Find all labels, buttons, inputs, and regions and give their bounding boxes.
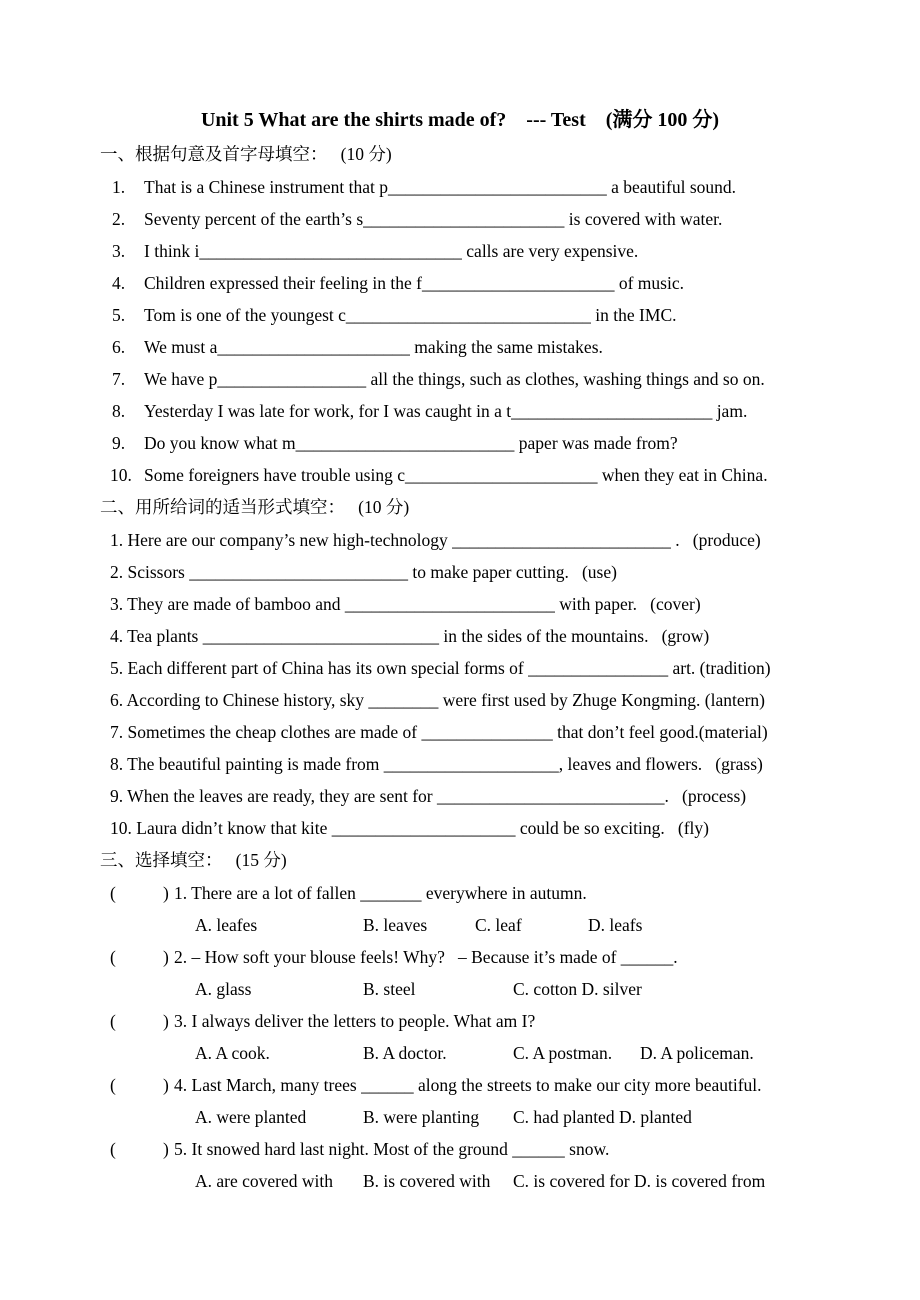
answer-option[interactable]: C. had planted D. planted (513, 1107, 692, 1127)
answer-paren-open[interactable]: ( (110, 1075, 116, 1095)
answer-paren-open[interactable]: ( (110, 1139, 116, 1159)
section2-heading: 二、用所给词的适当形式填空： (10 分) (100, 497, 410, 517)
fill-blank-item: Children expressed their feeling in the f______________________ of music. (144, 273, 684, 293)
answer-option[interactable]: C. leaf (475, 915, 522, 935)
word-form-item: 8. The beautiful painting is made from ____________________, leaves and flowers. (grass) (110, 754, 763, 774)
item-number: 6. (112, 337, 126, 357)
answer-paren-open[interactable]: ( (110, 947, 116, 967)
answer-option[interactable]: B. A doctor. (363, 1043, 447, 1063)
item-number: 10. (110, 465, 132, 485)
answer-option[interactable]: B. is covered with (363, 1171, 491, 1191)
answer-paren-open[interactable]: ( (110, 883, 116, 903)
answer-option[interactable]: A. leafes (195, 915, 258, 935)
answer-option[interactable]: D. A policeman. (640, 1043, 754, 1063)
answer-option[interactable]: A. glass (195, 979, 252, 999)
word-form-item: 6. According to Chinese history, sky ________ were first used by Zhuge Kongming. (lantern) (110, 690, 766, 710)
fill-blank-item: Do you know what m_________________________ paper was made from? (144, 433, 678, 453)
word-form-item: 9. When the leaves are ready, they are sent for __________________________. (process) (110, 786, 747, 806)
answer-option[interactable]: B. steel (363, 979, 416, 999)
item-number: 9. (112, 433, 126, 453)
word-form-item: 7. Sometimes the cheap clothes are made of _______________ that don’t feel good.(material) (110, 722, 768, 742)
item-number: 1. (112, 177, 126, 197)
word-form-item: 4. Tea plants ___________________________ in the sides of the mountains. (grow) (110, 626, 710, 646)
question-text: 4. Last March, many trees ______ along the streets to make our city more beautiful. (174, 1075, 762, 1095)
question-text: 3. I always deliver the letters to people. What am I? (174, 1011, 536, 1031)
answer-paren-close: ) (163, 1011, 169, 1031)
page-title: Unit 5 What are the shirts made of? --- Test (满分 100 分) (200, 109, 720, 131)
item-number: 2. (112, 209, 126, 229)
answer-option[interactable]: A. A cook. (195, 1043, 270, 1063)
fill-blank-item: Yesterday I was late for work, for I was caught in a t_______________________ jam. (144, 401, 748, 421)
word-form-item: 10. Laura didn’t know that kite _____________________ could be so exciting. (fly) (110, 818, 709, 838)
answer-option[interactable]: D. leafs (588, 915, 643, 935)
word-form-item: 2. Scissors _________________________ to make paper cutting. (use) (110, 562, 617, 582)
section1-heading: 一、根据句意及首字母填空： (10 分) (100, 144, 392, 164)
answer-paren-close: ) (163, 1075, 169, 1095)
fill-blank-item: We must a______________________ making the same mistakes. (144, 337, 603, 357)
question-text: 2. – How soft your blouse feels! Why? – Because it’s made of ______. (174, 947, 678, 967)
fill-blank-item: That is a Chinese instrument that p_________________________ a beautiful sound. (144, 177, 737, 197)
answer-option[interactable]: A. are covered with (195, 1171, 333, 1191)
word-form-item: 1. Here are our company’s new high-technology _________________________ . (produce) (110, 530, 761, 550)
answer-option[interactable]: A. were planted (195, 1107, 307, 1127)
answer-option[interactable]: C. A postman. (513, 1043, 613, 1063)
question-text: 5. It snowed hard last night. Most of the ground ______ snow. (174, 1139, 610, 1159)
question-text: 1. There are a lot of fallen _______ everywhere in autumn. (174, 883, 587, 903)
fill-blank-item: Tom is one of the youngest c____________________________ in the IMC. (144, 305, 677, 325)
answer-option[interactable]: C. is covered for D. is covered from (513, 1171, 766, 1191)
fill-blank-item: Some foreigners have trouble using c______________________ when they eat in China. (144, 465, 768, 485)
word-form-item: 3. They are made of bamboo and ________________________ with paper. (cover) (110, 594, 701, 614)
fill-blank-item: I think i______________________________ calls are very expensive. (144, 241, 639, 261)
answer-option[interactable]: C. cotton D. silver (513, 979, 642, 999)
item-number: 5. (112, 305, 126, 325)
item-number: 7. (112, 369, 126, 389)
answer-option[interactable]: B. leaves (363, 915, 428, 935)
section3-heading: 三、选择填空： (15 分) (100, 850, 287, 870)
item-number: 8. (112, 401, 126, 421)
word-form-item: 5. Each different part of China has its own special forms of ________________ art. (tradition) (110, 658, 771, 678)
item-number: 4. (112, 273, 126, 293)
fill-blank-item: We have p_________________ all the things, such as clothes, washing things and so on. (144, 369, 765, 389)
answer-paren-close: ) (163, 883, 169, 903)
answer-paren-open[interactable]: ( (110, 1011, 116, 1031)
answer-paren-close: ) (163, 1139, 169, 1159)
item-number: 3. (112, 241, 126, 261)
fill-blank-item: Seventy percent of the earth’s s_______________________ is covered with water. (144, 209, 723, 229)
answer-paren-close: ) (163, 947, 169, 967)
answer-option[interactable]: B. were planting (363, 1107, 480, 1127)
